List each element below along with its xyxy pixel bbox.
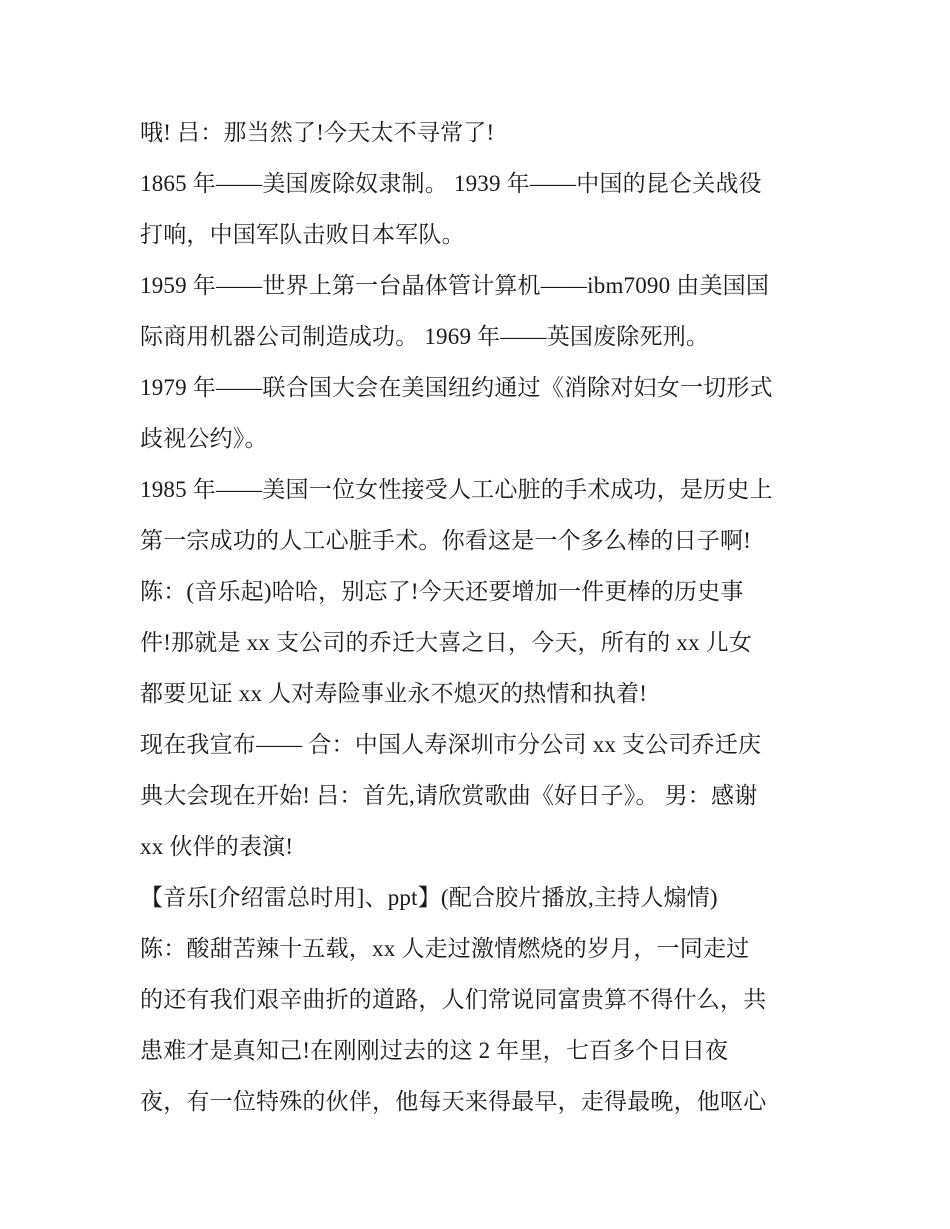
text-line: 1959 年——世界上第一台晶体管计算机——ibm7090 由美国国 — [140, 273, 770, 298]
text-line: 陈：(音乐起)哈哈，别忘了!今天还要增加一件更棒的历史事 — [140, 579, 744, 604]
text-line: 哦! 吕：那当然了!今天太不寻常了! — [140, 120, 495, 145]
text-line: 夜，有一位特殊的伙伴，他每天来得最早，走得最晚，他呕心 — [140, 1089, 767, 1114]
text-line: 1985 年——美国一位女性接受人工心脏的手术成功，是历史上 — [140, 477, 773, 502]
text-line: 件!那就是 xx 支公司的乔迁大喜之日，今天，所有的 xx 儿女 — [140, 630, 753, 655]
text-line: 第一宗成功的人工心脏手术。你看这是一个多么棒的日子啊! — [140, 528, 752, 553]
text-line: 典大会现在开始! 吕：首先,请欣赏歌曲《好日子》。 男：感谢 — [140, 783, 758, 808]
text-line: 的还有我们艰辛曲折的道路，人们常说同富贵算不得什么，共 — [140, 987, 767, 1012]
text-line: xx 伙伴的表演! — [140, 834, 294, 859]
text-line: 都要见证 xx 人对寿险事业永不熄灭的热情和执着! — [140, 681, 648, 706]
text-line: 【音乐[介绍雷总时用]、ppt】(配合胶片播放,主持人煽情) — [140, 885, 718, 910]
text-line: 陈：酸甜苦辣十五载，xx 人走过激情燃烧的岁月，一同走过 — [140, 936, 750, 961]
text-line: 打响，中国军队击败日本军队。 — [140, 222, 465, 247]
text-line: 现在我宣布—— 合：中国人寿深圳市分公司 xx 支公司乔迁庆 — [140, 732, 762, 757]
text-line: 歧视公约》。 — [140, 426, 268, 451]
text-line: 际商用机器公司制造成功。 1969 年——英国废除死刑。 — [140, 324, 710, 349]
text-line: 1865 年——美国废除奴隶制。 1939 年——中国的昆仑关战役 — [140, 171, 762, 196]
document-body — [140, 107, 820, 1127]
text-line: 1979 年——联合国大会在美国纽约通过《消除对妇女一切形式 — [140, 375, 773, 400]
text-line: 患难才是真知己!在刚刚过去的这 2 年里，七百多个日日夜 — [140, 1038, 729, 1063]
